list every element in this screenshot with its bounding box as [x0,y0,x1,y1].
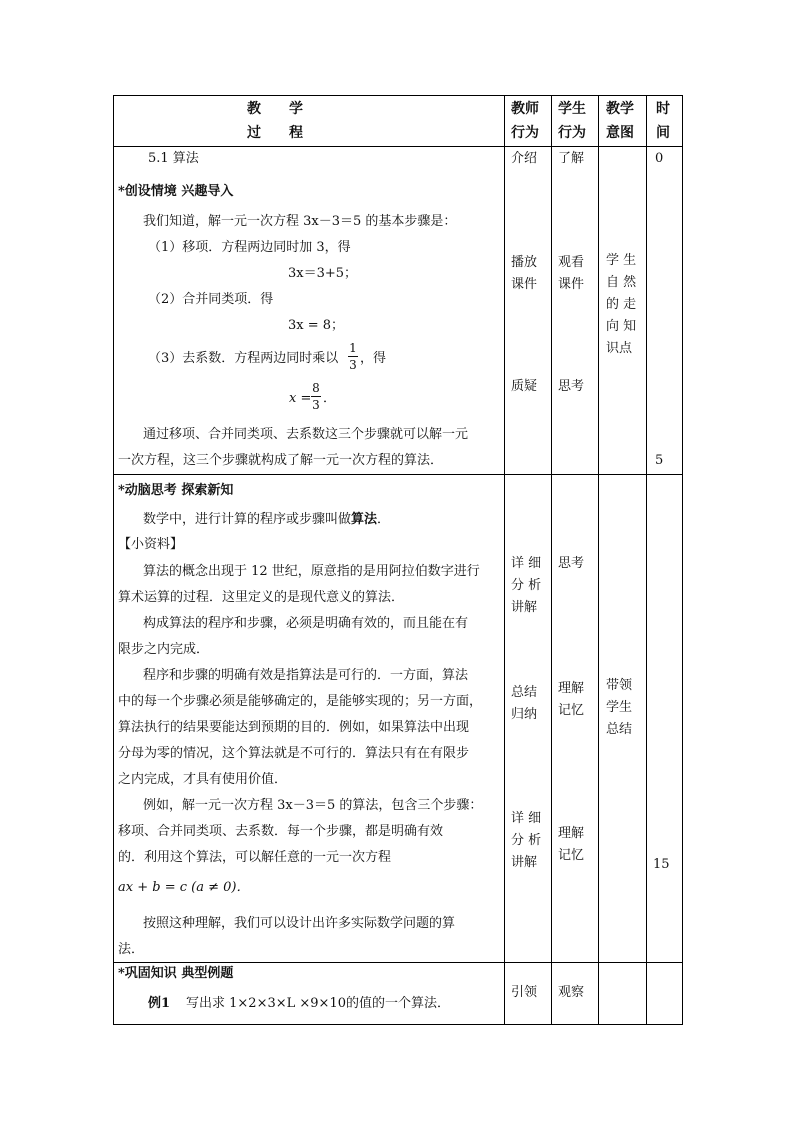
section2-teacher-7: 分 析 [511,833,542,848]
fraction2-numerator: 8 [312,381,320,395]
section1-intent-line5: 识点 [606,341,633,356]
section1-step3-tail: ，得 [360,351,387,366]
info-line2: 算术运算的过程．这里定义的是现代意义的算法． [118,590,405,605]
header-process-line1: 教 学 [247,101,303,117]
example-label: 例1 [148,996,171,1011]
fraction2-denominator: 3 [312,398,320,412]
header-intent-line2: 意图 [606,125,634,141]
header-teacher-line2: 行为 [511,125,539,141]
section2-teacher-4: 总结 [511,685,538,700]
fraction1-bar [348,356,358,357]
section1-intent-line4: 向 知 [606,319,637,334]
section1-eq3-lhs: x = [289,391,312,406]
section2-intent-1: 带领 [606,678,633,693]
section1-student-understand: 了解 [558,151,585,166]
para3-line2: 移项、合并同类项、去系数．每一个步骤，都是明确有效 [118,824,444,839]
header-time-line2: 间 [656,125,670,141]
section1-teacher-play: 播放 [511,255,538,270]
para2-line3: 算法执行的结果要能达到预期的目的．例如，如果算法中出现 [118,720,470,735]
section2-student-4: 理解 [558,826,585,841]
section1-intent-line3: 的 走 [606,297,637,312]
example-text: 写出求 1×2×3×L ×9×10的值的一个算法． [186,996,450,1011]
para4-line1: 按照这种理解，我们可以设计出许多实际数学问题的算 [143,916,456,931]
section1-time-start: 0 [655,151,664,166]
section2-teacher-2: 分 析 [511,578,542,593]
section1-heading: *创设情境 兴趣导入 [118,184,234,199]
section1-student-think: 思考 [558,379,585,394]
section1-eq2: 3x = 8； [288,318,345,333]
section1-eq3-tail: ． [323,391,337,406]
section1-teacher-question: 质疑 [511,379,538,394]
section2-teacher-8: 讲解 [511,855,538,870]
fraction1-denominator: 3 [349,358,357,372]
para2-line2: 中的每一个步骤必须是能够确定的，是能够实现的；另一方面， [118,694,483,709]
info-label: 【小资料】 [118,537,184,552]
section2-teacher-5: 归纳 [511,707,538,722]
section1-intent-line2: 自 然 [606,275,637,290]
algorithm-term: 算法 [351,512,378,527]
section1-teacher-intro: 介绍 [511,151,538,166]
para2-line5: 之内完成，才具有使用价值． [118,772,288,787]
para1-line2: 限步之内完成． [118,642,210,657]
section2-teacher-3: 讲解 [511,600,538,615]
section1-time-end: 5 [655,453,664,468]
section2-teacher-6: 详 细 [511,811,542,826]
header-teacher-line1: 教师 [511,101,539,117]
section3-student: 观察 [558,985,585,1000]
lesson-title: 5.1 算法 [148,151,199,166]
para2-line4: 分母为零的情况，这个算法就是不可行的．算法只有在有限步 [118,746,470,761]
section1-intent-line1: 学 生 [606,253,637,268]
section1-step3: （3）去系数．方程两边同时乘以 [148,351,339,366]
table-left-border [113,95,114,1025]
section3-teacher: 引领 [511,985,538,1000]
section1-student-courseware: 课件 [558,277,585,292]
column-divider-teacher [504,95,505,1025]
section2-student-5: 记忆 [558,848,585,863]
para2-line1: 程序和步骤的明确有效是指算法是可行的．一方面，算法 [143,668,469,683]
section2-student-2: 理解 [558,681,585,696]
section2-teacher-1: 详 细 [511,556,542,571]
column-divider-intent [598,95,599,1025]
info-line1: 算法的概念出现于 12 世纪，原意指的是用阿拉伯数字进行 [143,564,480,579]
section1-step1: （1）移项．方程两边同时加 3，得 [148,240,351,255]
section1-eq1: 3x＝3+5； [288,266,358,281]
fraction2-bar [311,396,321,397]
section3-heading: *巩固知识 典型例题 [118,966,234,981]
section1-teacher-courseware: 课件 [511,277,538,292]
section2-student-3: 记忆 [558,703,585,718]
section1-summary-line2: 一次方程，这三个步骤就构成了解一元一次方程的算法． [118,453,444,468]
column-divider-time [646,95,647,1025]
header-student-line2: 行为 [558,125,586,141]
section1-student-watch: 观看 [558,255,585,270]
section1-step2: （2）合并同类项．得 [148,292,274,307]
section1-summary-line1: 通过移项、合并同类项、去系数这三个步骤就可以解一元 [143,427,469,442]
section2-student-1: 思考 [558,556,585,571]
header-student-line1: 学生 [558,101,586,117]
para3-line1: 例如，解一元一次方程 3x－3＝5 的算法，包含三个步骤： [143,798,483,813]
header-process-line2: 过 程 [247,125,303,141]
section2-heading: *动脑思考 探索新知 [118,483,234,498]
section2-time: 15 [653,857,670,872]
section2-definition: 数学中，进行计算的程序或步骤叫做算法． [143,512,391,527]
header-time-line1: 时 [656,101,670,117]
para3-equation: ax + b = c (a ≠ 0)． [118,880,250,895]
column-divider-student [551,95,552,1025]
para4-line2: 法． [118,942,145,957]
table-right-border [682,95,683,1025]
para3-line3: 的．利用这个算法，可以解任意的一元一次方程 [118,850,392,865]
fraction1-numerator: 1 [349,341,357,355]
section2-intent-3: 总结 [606,722,633,737]
para1-line1: 构成算法的程序和步骤，必须是明确有效的，而且能在有 [143,616,469,631]
header-intent-line1: 教学 [606,101,634,117]
section2-intent-2: 学生 [606,700,633,715]
section1-intro: 我们知道，解一元一次方程 3x－3＝5 的基本步骤是： [143,214,457,229]
